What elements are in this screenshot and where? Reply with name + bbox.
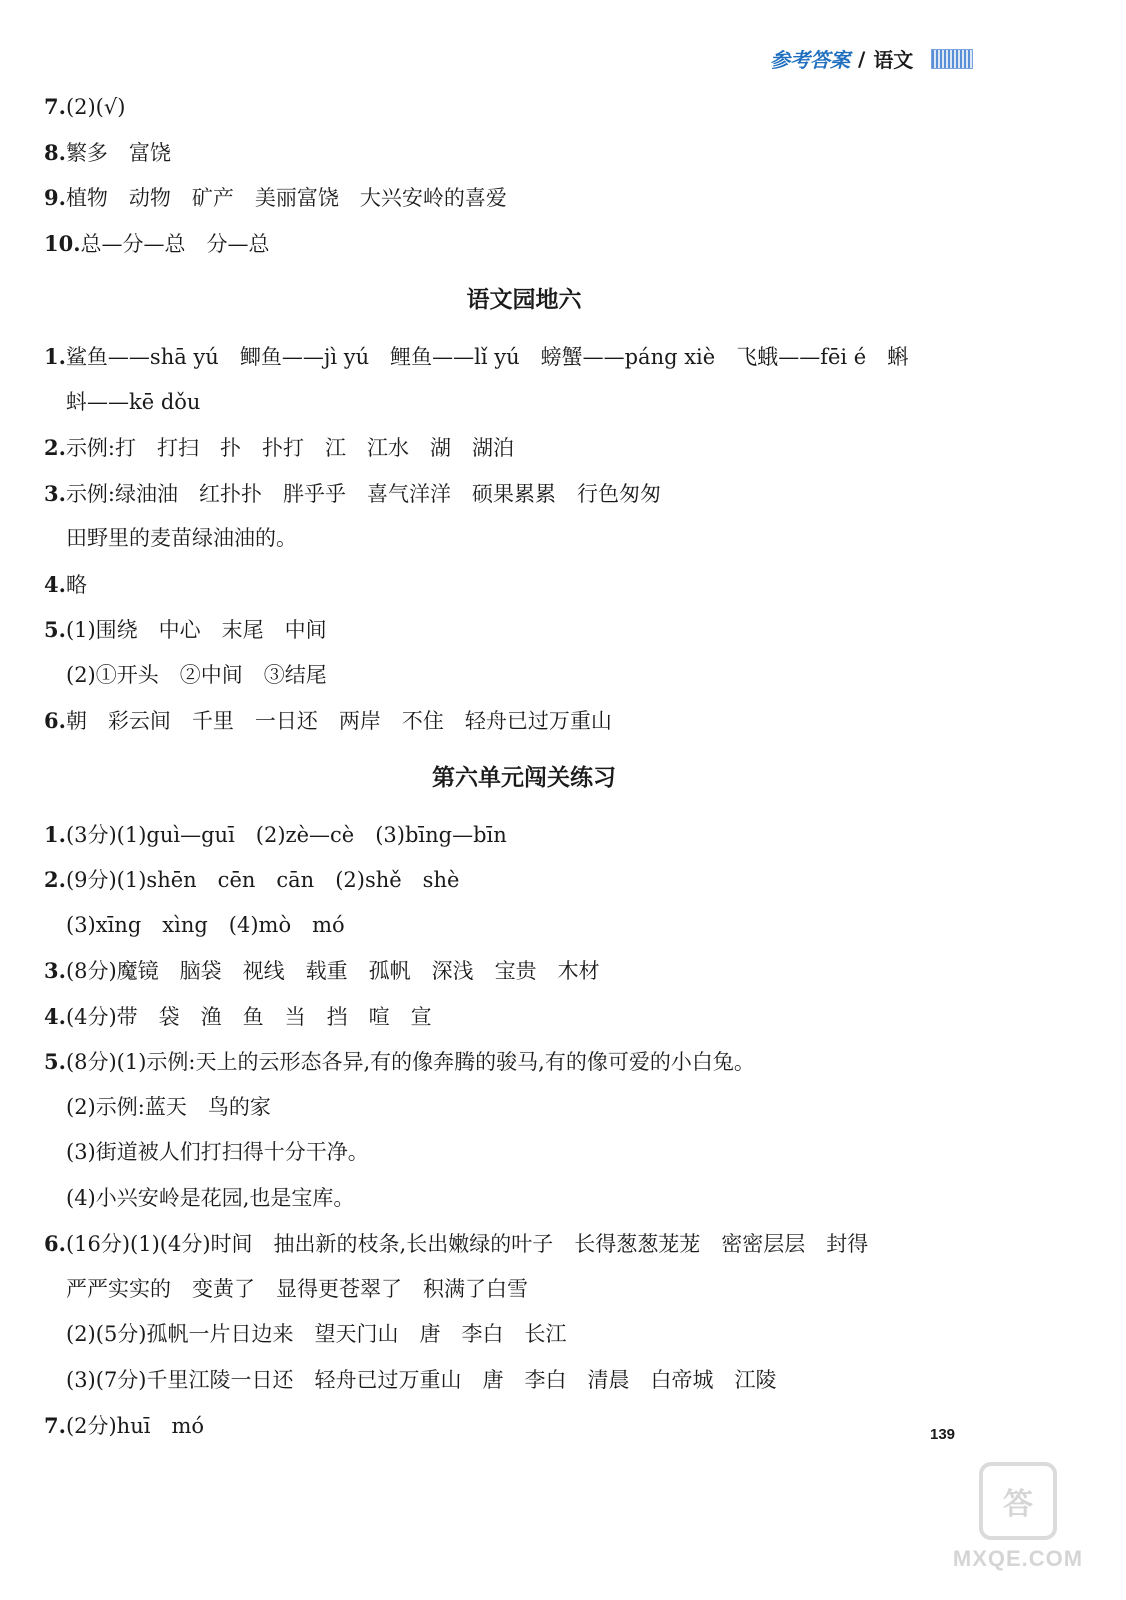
answer-text: (3分)(1)guì—guī (2)zè—cè (3)bīng—bīn [65, 822, 507, 847]
answer-line [44, 1039, 1004, 1085]
header-ref-answer: 参考答案 [770, 48, 850, 72]
answer-text: 鲨鱼——shā yú 鲫鱼——jì yú 鲤鱼——lǐ yú 螃蟹——páng xiè 飞蛾——fēi é 蝌 [65, 345, 909, 369]
watermark-site: MXQE.COM [952, 1546, 1084, 1571]
header-slash: / [858, 46, 866, 71]
answer-text: (3)xīng xìng (4)mò mó [66, 912, 345, 937]
answer-line [44, 607, 1004, 653]
answer-text: (9分)(1)shēn cēn cān (2)shě shè [65, 868, 460, 892]
answer-line [44, 1176, 1004, 1222]
answer-line [44, 1403, 1004, 1449]
page-header [770, 44, 973, 73]
answer-number: 6. [44, 708, 66, 733]
answer-text: (2)(√) [65, 95, 126, 119]
answer-text: (2)①开头 ②中间 ③结尾 [66, 662, 327, 687]
answer-text: (2)(5分)孤帆一片日边来 望天门山 唐 李白 长江 [66, 1322, 567, 1346]
answer-number: 5. [44, 617, 66, 642]
answer-text: 朝 彩云间 千里 一日还 两岸 不住 轻舟已过万重山 [65, 709, 612, 733]
answer-line [44, 380, 1004, 426]
answer-number: 4. [44, 1003, 66, 1029]
answer-line [44, 334, 1004, 380]
answer-line [44, 994, 1004, 1040]
watermark [930, 1452, 1106, 1582]
answer-text: 植物 动物 矿产 美丽富饶 大兴安岭的喜爱 [65, 186, 507, 210]
answer-text: (2)示例:蓝天 鸟的家 [66, 1094, 271, 1119]
answer-number: 10. [44, 230, 81, 256]
answer-text: (1)围绕 中心 末尾 中间 [65, 618, 327, 642]
answer-line [44, 221, 1004, 267]
answer-line [44, 1221, 1004, 1267]
watermark-logo-icon: 答 [979, 1462, 1057, 1540]
header-decoration-icon [931, 49, 973, 69]
answer-number: 3. [44, 480, 66, 506]
answers-block-continued [44, 84, 1004, 266]
answer-text: (16分)(1)(4分)时间 抽出新的枝条,长出嫩绿的叶子 长得葱葱茏茏 密密层层 封得 [65, 1232, 869, 1256]
section-title-unit-practice: 第六单元闯关练习 [432, 764, 616, 791]
answer-number: 2. [44, 867, 66, 892]
answer-text: (3)街道被人们打扫得十分干净。 [66, 1140, 369, 1164]
answer-text: 蚪——kē dǒu [66, 389, 201, 414]
answer-text: (3)(7分)千里江陵一日还 轻舟已过万重山 唐 李白 清晨 白帝城 江陵 [66, 1367, 777, 1392]
answer-line [44, 130, 1004, 176]
answer-number: 1. [44, 821, 66, 847]
answer-line [44, 948, 1004, 994]
answer-line [44, 84, 1004, 130]
answer-text: 示例:绿油油 红扑扑 胖乎乎 喜气洋洋 硕果累累 行色匆匆 [65, 481, 662, 506]
answer-text: (4分)带 袋 渔 鱼 当 挡 喧 宣 [65, 1004, 432, 1029]
answer-line [44, 1085, 1004, 1131]
answers-section-yuwen-yuandi [44, 334, 1004, 744]
answer-line [44, 1358, 1004, 1404]
answer-line [44, 1130, 1004, 1176]
answer-text: 示例:打 打扫 扑 扑打 江 江水 湖 湖泊 [65, 436, 515, 460]
answer-line [44, 471, 1004, 517]
answer-number: 4. [44, 571, 66, 597]
answer-text: 严严实实的 变黄了 显得更苍翠了 积满了白雪 [66, 1276, 528, 1301]
answer-text: 总—分—总 分—总 [80, 231, 270, 256]
answer-line [44, 857, 1004, 903]
answers-section-unit-practice [44, 812, 1004, 1449]
answer-line [44, 698, 1004, 744]
answer-text: (4)小兴安岭是花园,也是宝库。 [66, 1185, 355, 1210]
answer-text: (8分)魔镜 脑袋 视线 载重 孤帆 深浅 宝贵 木材 [65, 959, 600, 983]
answer-number: 8. [44, 139, 66, 165]
answer-text: (2分)huī mó [65, 1414, 205, 1438]
answer-content [44, 84, 1004, 1449]
answer-text: 田野里的麦苗绿油油的。 [66, 526, 297, 550]
page-number: 139 [930, 1426, 956, 1443]
answer-line [44, 516, 1004, 562]
answer-line [44, 562, 1004, 608]
answer-text: 略 [65, 572, 87, 597]
answer-text: 繁多 富饶 [65, 140, 171, 165]
answer-line [44, 425, 1004, 471]
answer-number: 7. [44, 94, 66, 119]
answer-line [44, 903, 1004, 949]
section-title-yuwen-yuandi: 语文园地六 [466, 287, 582, 313]
answer-number: 9. [44, 185, 66, 210]
answer-line [44, 812, 1004, 858]
answer-line [44, 1312, 1004, 1358]
answer-line [44, 1267, 1004, 1313]
answer-number: 3. [44, 958, 66, 983]
answer-number: 7. [44, 1413, 66, 1438]
answer-number: 5. [44, 1049, 66, 1074]
answer-text: (8分)(1)示例:天上的云形态各异,有的像奔腾的骏马,有的像可爱的小白兔。 [65, 1050, 755, 1074]
answer-number: 6. [44, 1231, 66, 1256]
answer-number: 2. [44, 435, 66, 460]
header-subject: 语文 [873, 48, 914, 72]
answer-line [44, 175, 1004, 221]
answer-number: 1. [44, 344, 66, 369]
answer-line [44, 653, 1004, 699]
